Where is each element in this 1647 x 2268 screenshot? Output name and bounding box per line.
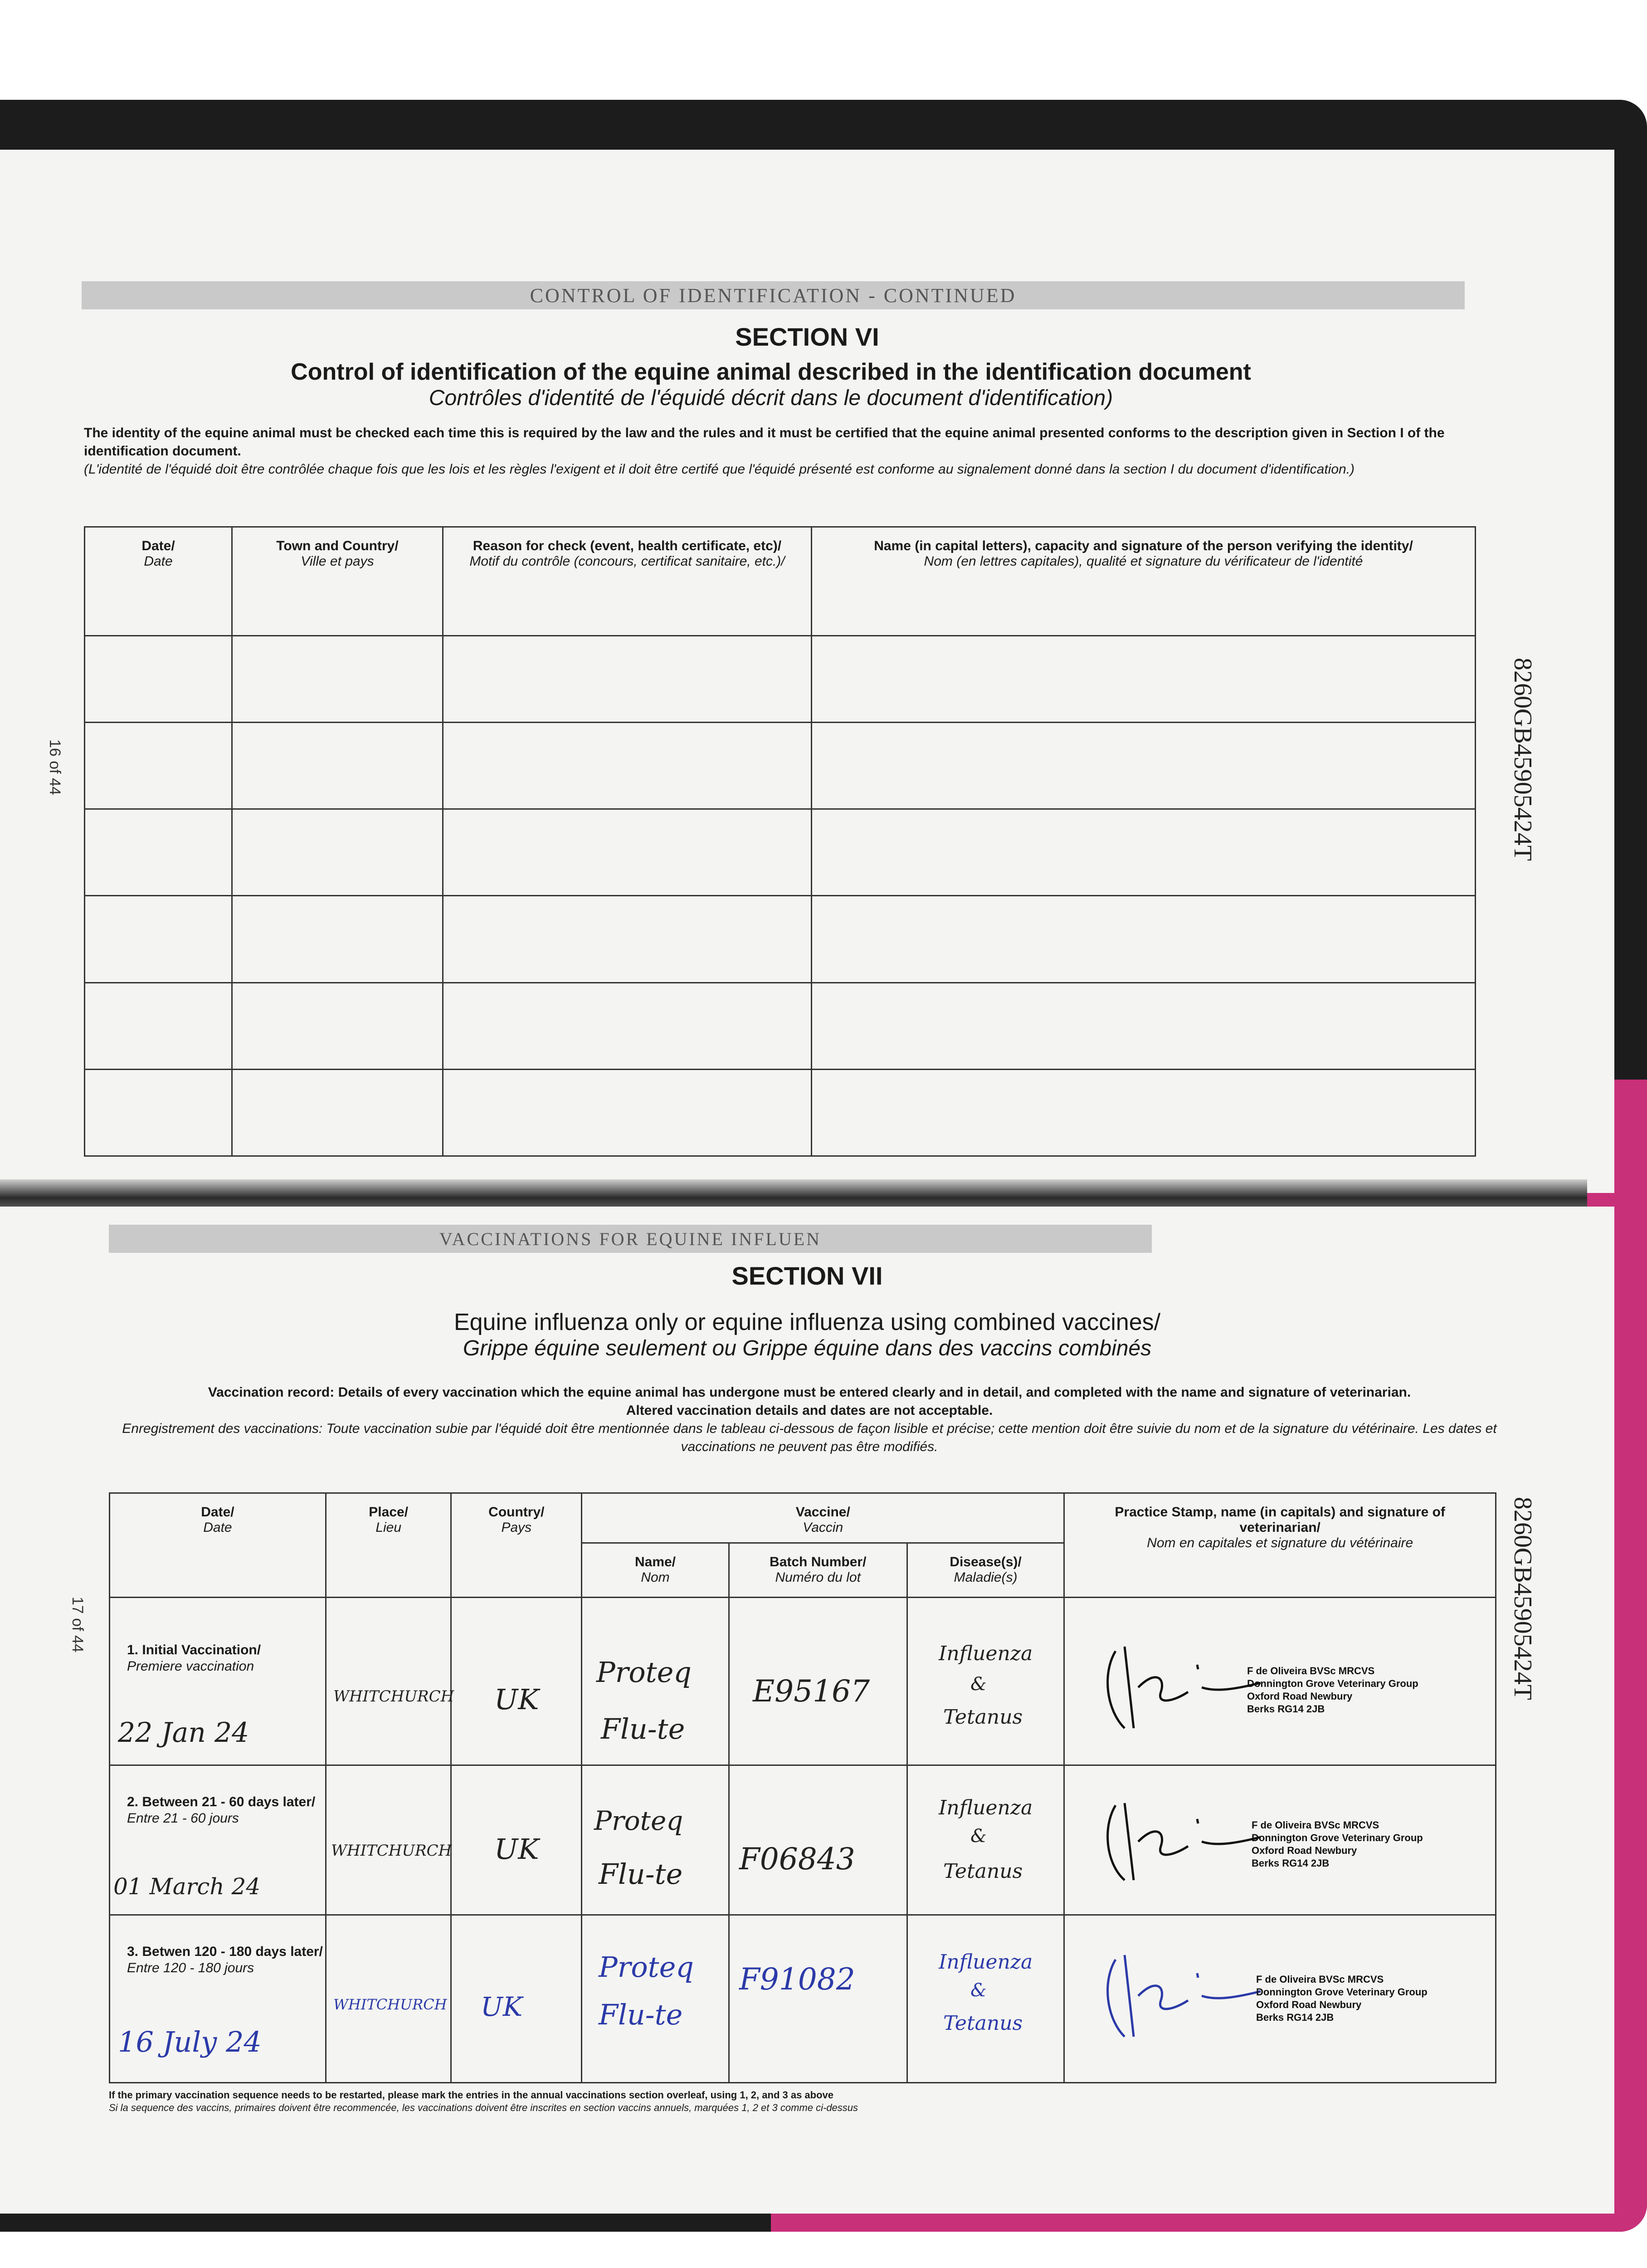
vaccination-date: 01 March 24: [113, 1873, 261, 1900]
disease-and: &: [970, 1980, 987, 2001]
section-heading: SECTION VII: [731, 1261, 883, 1290]
table-row: [85, 896, 1476, 982]
vaccination-intro: [118, 1383, 1501, 1456]
disease: Influenza: [939, 1796, 1033, 1819]
vaccination-country: UK: [494, 1833, 539, 1866]
batch-number: F06843: [739, 1842, 855, 1877]
vaccine-name-2: Flu-te: [599, 1857, 683, 1891]
vet-signature: [1097, 1796, 1270, 1887]
vaccine-name: Proteq: [594, 1805, 683, 1836]
practice-stamp: F de Oliveira BVSc MRCVS Donnington Grove Veterinary Group Oxford Road Newbury Berks RG14 2JB: [1252, 1819, 1423, 1869]
header-date: Date/ Date: [110, 1493, 326, 1598]
header-reason: Reason for check (event, health certificate, etc)/ Motif du contrôle (concours, certificat sanitaire, etc.)/: [443, 527, 812, 636]
section-heading: SECTION VI: [735, 323, 879, 351]
passport-number: 8260GB45905424T: [1509, 1497, 1537, 1700]
disease-and: &: [970, 1826, 987, 1847]
table-row: [85, 809, 1476, 896]
header-vaccine-name: Name/ Nom: [582, 1543, 729, 1598]
page-16: [0, 150, 1614, 1193]
table-row: [85, 982, 1476, 1069]
page-17: [0, 1207, 1614, 2214]
passport-number: 8260GB45905424T: [1509, 658, 1537, 861]
page-number: 16 of 44: [46, 739, 63, 795]
section-title: Control of identification of the equine animal described in the identification document: [291, 359, 1251, 385]
vaccination-place: WHITCHURCH: [333, 1996, 447, 2013]
vaccination-place: WHITCHURCH: [331, 1842, 452, 1860]
disease: Influenza: [939, 1950, 1033, 1974]
intro-en-1: Vaccination record: Details of every vaccination which the equine animal has undergone must be entered clearly and in detail, and completed with the name and signature of veterinarian.: [208, 1385, 1411, 1400]
intro-en: The identity of the equine animal must be checked each time this is required by the law and the rules and it must be certified that the equine animal presented conforms to the description given in Section I of the identification document.: [84, 425, 1445, 459]
table-row: [85, 636, 1476, 723]
table-row: [85, 723, 1476, 809]
batch-number: E95167: [753, 1674, 870, 1709]
section-title-fr: Grippe équine seulement ou Grippe équine dans des vaccins combinés: [463, 1336, 1152, 1360]
section-banner: VACCINATIONS FOR EQUINE INFLUEN: [109, 1225, 1152, 1253]
identity-check-table: [84, 526, 1476, 1157]
intro-fr: Enregistrement des vaccinations: Toute vaccination subie par l'équidé doit être mentionnée dans le tableau ci-dessous de façon lisible et précise; cette mention doit être suivie du nom et de la signature du vétérinaire. Les dates et vaccinations ne peuvent pas être modifiés.: [122, 1421, 1497, 1454]
table-row: [85, 1069, 1476, 1156]
header-verifier: Name (in capital letters), capacity and signature of the person verifying the identity/ Nom (en lettres capitales), qualité et signature du vérificateur de l'identité: [812, 527, 1476, 636]
header-country: Country/ Pays: [451, 1493, 582, 1598]
row-label-third: 3. Betwen 120 - 180 days later/ Entre 120 - 180 jours: [127, 1944, 323, 1975]
intro-fr: (L'identité de l'équidé doit être contrôlée chaque fois que les lois et les règles l'exigent et il doit être certifé que l'équidé présenté est conforme au signalement donné dans la section I du document d'identification.): [84, 462, 1355, 477]
section-title-fr: Contrôles d'identité de l'équidé décrit dans le document d'identification): [429, 386, 1113, 410]
section-banner: CONTROL OF IDENTIFICATION - CONTINUED: [82, 281, 1465, 309]
header-stamp: Practice Stamp, name (in capitals) and signature of veterinarian/ Nom en capitales et signature du vétérinaire: [1064, 1493, 1496, 1598]
footnote: If the primary vaccination sequence needs to be restarted, please mark the entries in the annual vaccinations section overleaf, using 1, 2, and 3 as above Si la sequence des vaccins, primaires doivent être recommencée, les vaccinations doivent être inscrites en section vaccins annuels, marquées 1, 2 et 3 comme ci-dessus: [109, 2089, 858, 2113]
page-number: 17 of 44: [69, 1597, 86, 1652]
disease-2: Tetanus: [943, 1706, 1023, 1729]
disease-2: Tetanus: [943, 1860, 1023, 1883]
batch-number: F91082: [739, 1962, 855, 1997]
vaccination-date: 16 July 24: [118, 2025, 262, 2058]
intro-en-2: Altered vaccination details and dates are not acceptable.: [626, 1403, 993, 1418]
practice-stamp: F de Oliveira BVSc MRCVS Donnington Grove Veterinary Group Oxford Road Newbury Berks RG14 2JB: [1247, 1665, 1418, 1715]
vaccine-name: Proteq: [599, 1950, 694, 1984]
section-intro: [84, 424, 1462, 479]
practice-stamp: F de Oliveira BVSc MRCVS Donnington Grove Veterinary Group Oxford Road Newbury Berks RG14 2JB: [1256, 1974, 1428, 2023]
vaccination-country: UK: [494, 1683, 539, 1716]
vaccination-country: UK: [481, 1991, 523, 2022]
header-town-country: Town and Country/ Ville et pays: [232, 527, 443, 636]
vaccine-name-2: Flu-te: [599, 1998, 683, 2031]
header-date: Date/ Date: [85, 527, 232, 636]
disease-and: &: [970, 1674, 987, 1695]
vaccine-name-2: Flu-te: [601, 1712, 685, 1745]
vaccine-name: Proteq: [596, 1656, 692, 1689]
header-vaccine: Vaccine/ Vaccin: [582, 1493, 1064, 1543]
header-place: Place/ Lieu: [326, 1493, 451, 1598]
header-disease: Disease(s)/ Maladie(s): [907, 1543, 1064, 1598]
disease-2: Tetanus: [943, 2012, 1023, 2035]
header-batch: Batch Number/ Numéro du lot: [729, 1543, 907, 1598]
vet-signature: [1097, 1946, 1270, 2050]
vet-signature: [1097, 1637, 1270, 1742]
row-label-second: 2. Between 21 - 60 days later/ Entre 21 - 60 jours: [127, 1794, 316, 1826]
disease: Influenza: [939, 1642, 1033, 1665]
row-label-initial: 1. Initial Vaccination/ Premiere vaccination: [127, 1642, 261, 1674]
vaccination-place: WHITCHURCH: [333, 1687, 454, 1706]
vaccination-date: 22 Jan 24: [118, 1717, 249, 1749]
section-title: Equine influenza only or equine influenza using combined vaccines/: [453, 1309, 1161, 1335]
